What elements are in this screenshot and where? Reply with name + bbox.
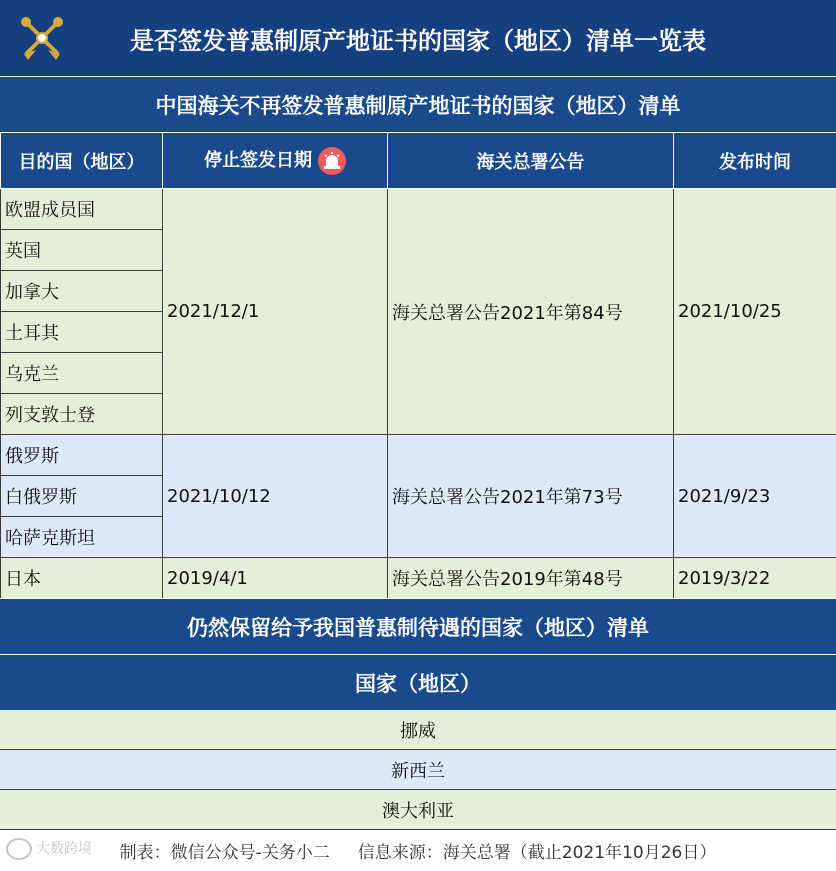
watermark [6,838,92,860]
remaining-country: 挪威 [400,720,436,742]
announcement-cell: 海关总署公告2021年第84号 [388,189,674,435]
page-title: 是否签发普惠制原产地证书的国家（地区）清单一览表 [130,26,706,55]
customs-emblem-icon [18,14,66,62]
header-destination: 目的国（地区） [1,133,163,189]
country-cell: 俄罗斯 [1,435,163,476]
table-row [1,435,836,476]
publish-date-cell: 2021/9/23 [674,435,836,558]
remaining-country: 新西兰 [391,760,445,782]
stop-date-cell: 2019/4/1 [163,558,388,599]
section-title-still-granted [0,598,836,654]
country-cell: 加拿大 [1,271,163,312]
watermark-logo-icon [6,838,32,860]
section-title-text: 仍然保留给予我国普惠制待遇的国家（地区）清单 [187,615,649,640]
header-stop-date [163,133,388,189]
country-cell: 日本 [1,558,163,599]
country-cell: 乌克兰 [1,353,163,394]
country-column-header-label: 国家（地区） [355,671,481,696]
table-row [1,558,836,599]
country-column-header [0,654,836,710]
header-stop-date-label: 停止签发日期 [204,150,312,171]
country-cell: 哈萨克斯坦 [1,517,163,558]
publish-date-cell: 2021/10/25 [674,189,836,435]
remaining-country: 澳大利亚 [382,800,454,822]
stop-date-cell: 2021/10/12 [163,435,388,558]
watermark-text: 大数跨境 [36,841,92,857]
section-title-text: 中国海关不再签发普惠制原产地证书的国家（地区）清单 [155,93,681,118]
list-item [0,750,836,790]
list-item [0,710,836,750]
table-header-row [1,133,836,189]
table-row [1,189,836,230]
section-title-no-longer-issued [0,76,836,132]
alarm-light-icon [318,147,346,175]
title-bar [0,0,836,76]
list-item [0,790,836,830]
announcement-cell: 海关总署公告2021年第73号 [388,435,674,558]
gsp-table [0,132,836,599]
stop-date-cell: 2021/12/1 [163,189,388,435]
footer-credit: 制表：微信公众号-关务小二 [119,843,330,863]
announcement-cell: 海关总署公告2019年第48号 [388,558,674,599]
publish-date-cell: 2019/3/22 [674,558,836,599]
footer [0,830,836,871]
country-cell: 土耳其 [1,312,163,353]
country-cell: 英国 [1,230,163,271]
footer-source: 信息来源：海关总署（截止2021年10月26日） [357,843,717,863]
header-announcement: 海关总署公告 [388,133,674,189]
country-cell: 列支敦士登 [1,394,163,435]
country-cell: 欧盟成员国 [1,189,163,230]
country-cell: 白俄罗斯 [1,476,163,517]
header-publish-date: 发布时间 [674,133,836,189]
